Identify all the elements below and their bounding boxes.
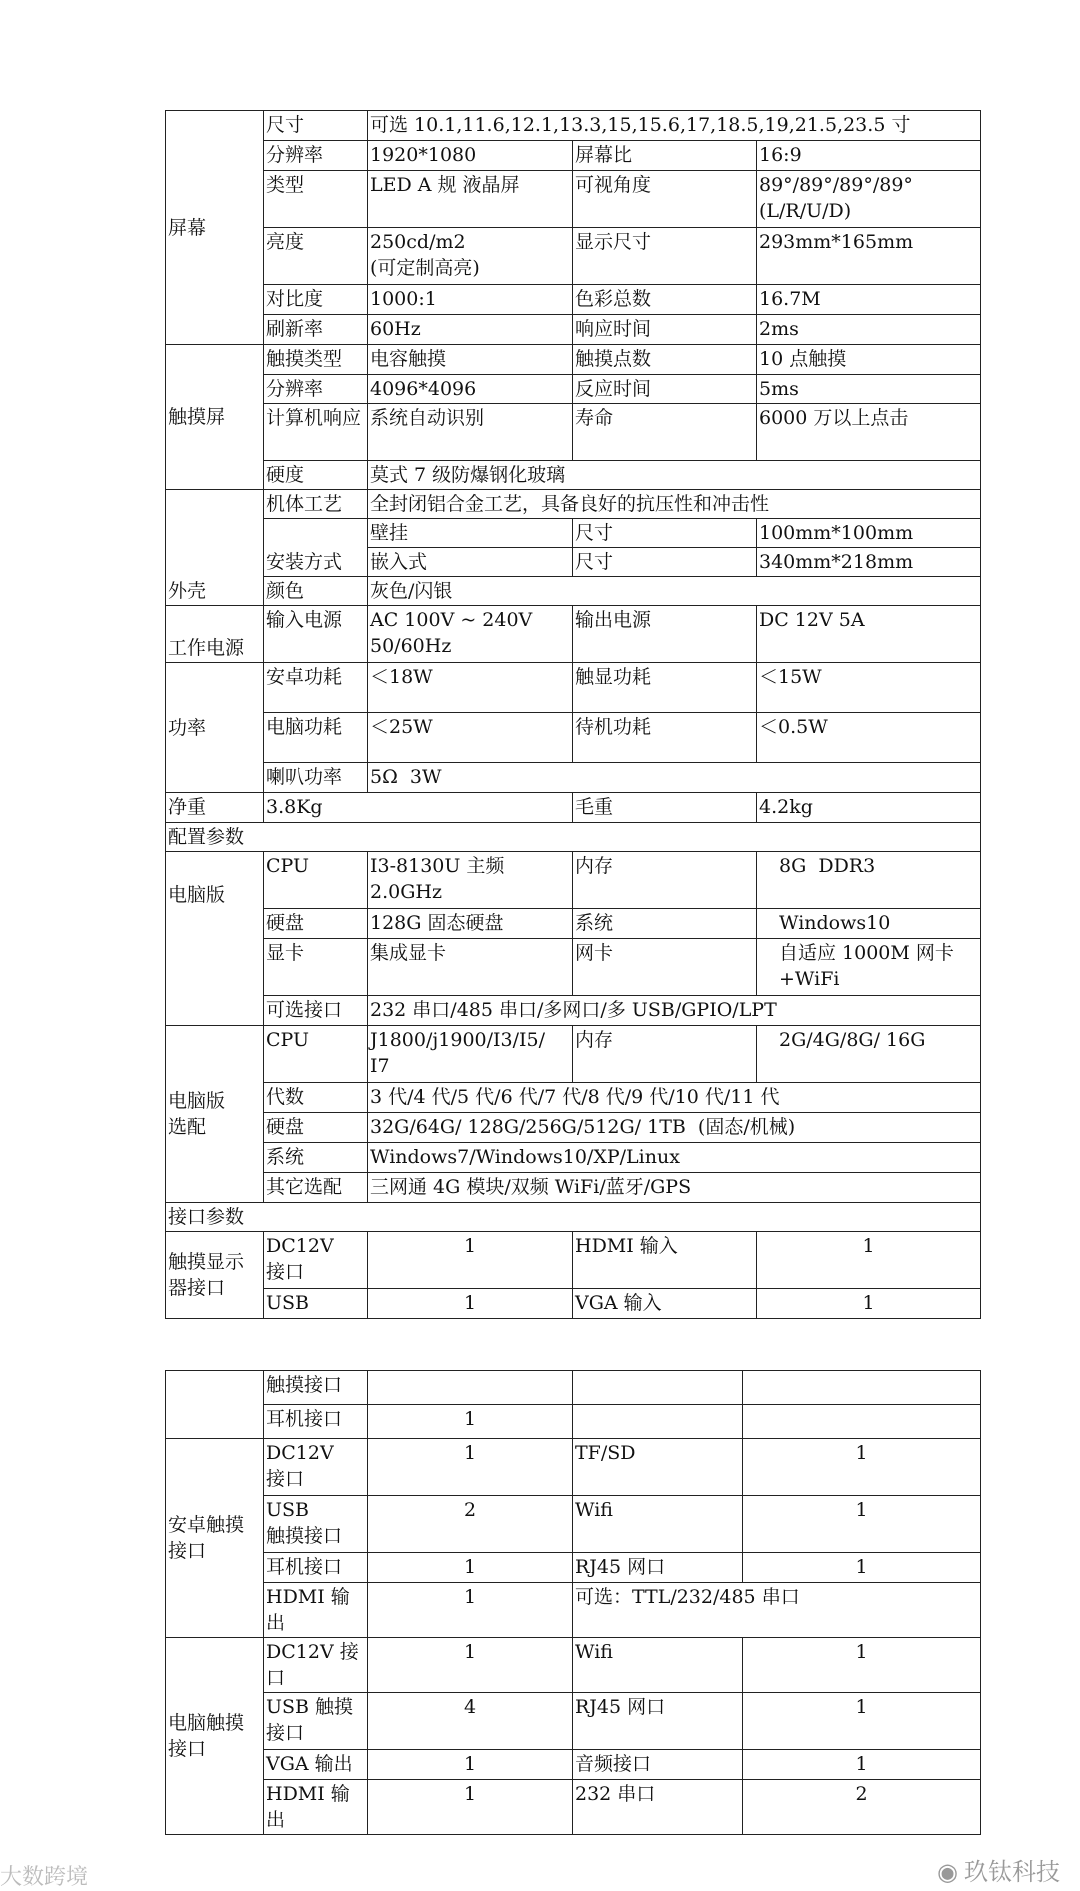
- label-wall-size: 尺寸: [573, 519, 757, 548]
- label-td-vga-in: VGA 输入: [573, 1289, 757, 1319]
- label-pc-cpu: CPU: [264, 852, 368, 909]
- group-android-blank: [166, 1371, 264, 1439]
- value-resolution: 1920*1080: [368, 141, 573, 171]
- value-opt-cpu: J1800/j1900/I3/I5/ I7: [368, 1026, 573, 1083]
- value-pc-cpu: I3-8130U 主频 2.0GHz: [368, 852, 573, 909]
- value-response: 2ms: [757, 315, 981, 345]
- label-td-dc: DC12V 接口: [264, 1232, 368, 1289]
- value-opt-mem: 2G/4G/8G/ 16G: [757, 1026, 981, 1083]
- group-screen: 屏幕: [166, 111, 264, 345]
- value-opt-os: Windows7/Windows10/XP/Linux: [368, 1143, 981, 1173]
- empty-cell: [573, 1405, 743, 1439]
- value-output-power: DC 12V 5A: [757, 606, 981, 663]
- label-android-power: 安卓功耗: [264, 663, 368, 713]
- label-and-usb: USB 触摸接口: [264, 1496, 368, 1553]
- label-pc-mem: 内存: [573, 852, 757, 909]
- section-interface: 接口参数: [166, 1203, 981, 1232]
- value-opt-other: 三网通 4G 模块/双频 WiFi/蓝牙/GPS: [368, 1173, 981, 1203]
- label-life: 寿命: [573, 404, 757, 461]
- value-pc-ports: 232 串口/485 串口/多网口/多 USB/GPIO/LPT: [368, 996, 981, 1026]
- label-pcp-usb: USB 触摸 接口: [264, 1693, 368, 1750]
- label-opt-disk: 硬盘: [264, 1113, 368, 1143]
- label-opt-os: 系统: [264, 1143, 368, 1173]
- wechat-icon: ◉: [937, 1858, 958, 1886]
- label-opt-gen: 代数: [264, 1083, 368, 1113]
- label-touch-resolution: 分辨率: [264, 375, 368, 404]
- value-brightness: 250cd/m2 (可定制高亮): [368, 228, 573, 285]
- value-colors: 16.7M: [757, 285, 981, 315]
- watermark-left: [0, 1860, 88, 1891]
- label-output-power: 输出电源: [573, 606, 757, 663]
- value-pc-gpu: 集成显卡: [368, 939, 573, 996]
- label-earphone-top: 耳机接口: [264, 1405, 368, 1439]
- label-opt-mem: 内存: [573, 1026, 757, 1083]
- value-and-wifi: 1: [743, 1496, 981, 1553]
- value-wall: 壁挂: [368, 519, 573, 548]
- label-refresh: 刷新率: [264, 315, 368, 345]
- label-opt-cpu: CPU: [264, 1026, 368, 1083]
- value-touch-type: 电容触摸: [368, 345, 573, 375]
- label-pcp-serial: 232 串口: [573, 1780, 743, 1835]
- watermark-right-text: 玖钛科技: [964, 1858, 1060, 1886]
- label-pcp-rj45: RJ45 网口: [573, 1693, 743, 1750]
- value-contrast: 1000:1: [368, 285, 573, 315]
- label-opt-other: 其它选配: [264, 1173, 368, 1203]
- label-pc-ports: 可选接口: [264, 996, 368, 1026]
- label-color: 颜色: [264, 577, 368, 606]
- value-and-serial-opt: 可选：TTL/232/485 串口: [573, 1583, 981, 1638]
- value-refresh: 60Hz: [368, 315, 573, 345]
- value-td-usb: 1: [368, 1289, 573, 1319]
- value-size: 可选 10.1,11.6,12.1,13.3,15,15.6,17,18.5,19,21.5,23.5 寸: [368, 111, 981, 141]
- empty-cell: [368, 1371, 573, 1405]
- value-and-tf: 1: [743, 1439, 981, 1496]
- value-hardness: 莫式 7 级防爆钢化玻璃: [368, 461, 981, 490]
- label-resolution: 分辨率: [264, 141, 368, 171]
- label-pc-os: 系统: [573, 909, 757, 939]
- label-touch-port: 触摸接口: [264, 1371, 368, 1405]
- value-wall-size: 100mm*100mm: [757, 519, 981, 548]
- label-touch-display-power: 触显功耗: [573, 663, 757, 713]
- value-pcp-audio: 1: [743, 1750, 981, 1780]
- value-td-vga-in: 1: [757, 1289, 981, 1319]
- value-pcp-wifi: 1: [743, 1638, 981, 1693]
- spec-table: [165, 110, 981, 1319]
- group-pc-options: 电脑版 选配: [166, 1026, 264, 1203]
- value-pcp-hdmi-out: 1: [368, 1780, 573, 1835]
- value-view-angle: 89°/89°/89°/89°(L/R/U/D): [757, 171, 981, 228]
- label-pc-disk: 硬盘: [264, 909, 368, 939]
- section-config: 配置参数: [166, 823, 981, 852]
- interface-table: [165, 1370, 981, 1835]
- value-net-weight: 3.8Kg: [264, 793, 573, 823]
- label-pc-nic: 网卡: [573, 939, 757, 996]
- value-and-hdmi-out: 1: [368, 1583, 573, 1638]
- value-embed: 嵌入式: [368, 548, 573, 577]
- label-reaction: 反应时间: [573, 375, 757, 404]
- label-hardness: 硬度: [264, 461, 368, 490]
- label-input-power: 输入电源: [264, 606, 368, 663]
- label-type: 类型: [264, 171, 368, 228]
- label-embed-size: 尺寸: [573, 548, 757, 577]
- label-and-rj45: RJ45 网口: [573, 1553, 743, 1583]
- group-power-supply: 工作电源: [166, 606, 264, 663]
- value-pc-response: 系统自动识别: [368, 404, 573, 461]
- value-standby-power: ＜0.5W: [757, 713, 981, 763]
- value-and-rj45: 1: [743, 1553, 981, 1583]
- value-display-size: 293mm*165mm: [757, 228, 981, 285]
- value-type: LED A 规 液晶屏: [368, 171, 573, 228]
- label-pc-power: 电脑功耗: [264, 713, 368, 763]
- label-brightness: 亮度: [264, 228, 368, 285]
- value-pc-disk: 128G 固态硬盘: [368, 909, 573, 939]
- label-and-hdmi-out: HDMI 输出: [264, 1583, 368, 1638]
- empty-cell: [743, 1405, 981, 1439]
- label-and-earphone: 耳机接口: [264, 1553, 368, 1583]
- value-earphone-top: 1: [368, 1405, 573, 1439]
- value-gross-weight: 4.2kg: [757, 793, 981, 823]
- label-pcp-hdmi-out: HDMI 输出: [264, 1780, 368, 1835]
- label-and-tf: TF/SD: [573, 1439, 743, 1496]
- value-pcp-serial: 2: [743, 1780, 981, 1835]
- label-pcp-audio: 音频接口: [573, 1750, 743, 1780]
- label-td-usb: USB: [264, 1289, 368, 1319]
- value-android-power: ＜18W: [368, 663, 573, 713]
- value-reaction: 5ms: [757, 375, 981, 404]
- value-pcp-dc: 1: [368, 1638, 573, 1693]
- empty-cell: [743, 1371, 981, 1405]
- label-colors: 色彩总数: [573, 285, 757, 315]
- value-opt-disk: 32G/64G/ 128G/256G/512G/ 1TB (固态/机械): [368, 1113, 981, 1143]
- label-and-wifi: Wifi: [573, 1496, 743, 1553]
- label-craft: 机体工艺: [264, 490, 368, 519]
- label-display-size: 显示尺寸: [573, 228, 757, 285]
- label-response: 响应时间: [573, 315, 757, 345]
- value-td-dc: 1: [368, 1232, 573, 1289]
- label-gross-weight: 毛重: [573, 793, 757, 823]
- label-and-dc: DC12V 接口: [264, 1439, 368, 1496]
- empty-cell: [573, 1371, 743, 1405]
- value-craft: 全封闭铝合金工艺，具备良好的抗压性和冲击性: [368, 490, 981, 519]
- value-color: 灰色/闪银: [368, 577, 981, 606]
- label-touch-type: 触摸类型: [264, 345, 368, 375]
- label-pcp-wifi: Wifi: [573, 1638, 743, 1693]
- label-contrast: 对比度: [264, 285, 368, 315]
- value-speaker: 5Ω 3W: [368, 763, 981, 793]
- value-pcp-rj45: 1: [743, 1693, 981, 1750]
- label-net-weight: 净重: [166, 793, 264, 823]
- value-pcp-vga-out: 1: [368, 1750, 573, 1780]
- group-android-ports: 安卓触摸 接口: [166, 1439, 264, 1638]
- value-td-hdmi-in: 1: [757, 1232, 981, 1289]
- group-touch-display-ports: 触摸显示 器接口: [166, 1232, 264, 1319]
- value-input-power: AC 100V ~ 240V 50/60Hz: [368, 606, 573, 663]
- group-power: 功率: [166, 663, 264, 793]
- value-pc-os: Windows10: [757, 909, 981, 939]
- value-pc-nic: 自适应 1000M 网卡 +WiFi: [757, 939, 981, 996]
- group-shell: 外壳: [166, 490, 264, 606]
- value-and-usb: 2: [368, 1496, 573, 1553]
- label-mount: 安装方式: [264, 519, 368, 577]
- group-touch: 触摸屏: [166, 345, 264, 490]
- label-standby-power: 待机功耗: [573, 713, 757, 763]
- value-aspect: 16:9: [757, 141, 981, 171]
- label-view-angle: 可视角度: [573, 171, 757, 228]
- value-life: 6000 万以上点击: [757, 404, 981, 461]
- value-embed-size: 340mm*218mm: [757, 548, 981, 577]
- label-pcp-dc: DC12V 接口: [264, 1638, 368, 1693]
- label-speaker: 喇叭功率: [264, 763, 368, 793]
- value-pc-mem: 8G DDR3: [757, 852, 981, 909]
- value-opt-gen: 3 代/4 代/5 代/6 代/7 代/8 代/9 代/10 代/11 代: [368, 1083, 981, 1113]
- label-pc-gpu: 显卡: [264, 939, 368, 996]
- label-aspect: 屏幕比: [573, 141, 757, 171]
- watermark-left-text: 大数跨境: [0, 1865, 89, 1890]
- value-pc-power: ＜25W: [368, 713, 573, 763]
- group-pc-board: 电脑版: [166, 852, 264, 1026]
- value-pcp-usb: 4: [368, 1693, 573, 1750]
- label-pc-response: 计算机响应: [264, 404, 368, 461]
- value-touch-resolution: 4096*4096: [368, 375, 573, 404]
- watermark-right: [937, 1852, 1060, 1887]
- label-size: 尺寸: [264, 111, 368, 141]
- value-and-dc: 1: [368, 1439, 573, 1496]
- label-td-hdmi-in: HDMI 输入: [573, 1232, 757, 1289]
- label-touch-points: 触摸点数: [573, 345, 757, 375]
- group-pc-ports: 电脑触摸 接口: [166, 1638, 264, 1835]
- value-touch-display-power: ＜15W: [757, 663, 981, 713]
- label-pcp-vga-out: VGA 输出: [264, 1750, 368, 1780]
- value-touch-points: 10 点触摸: [757, 345, 981, 375]
- value-and-earphone: 1: [368, 1553, 573, 1583]
